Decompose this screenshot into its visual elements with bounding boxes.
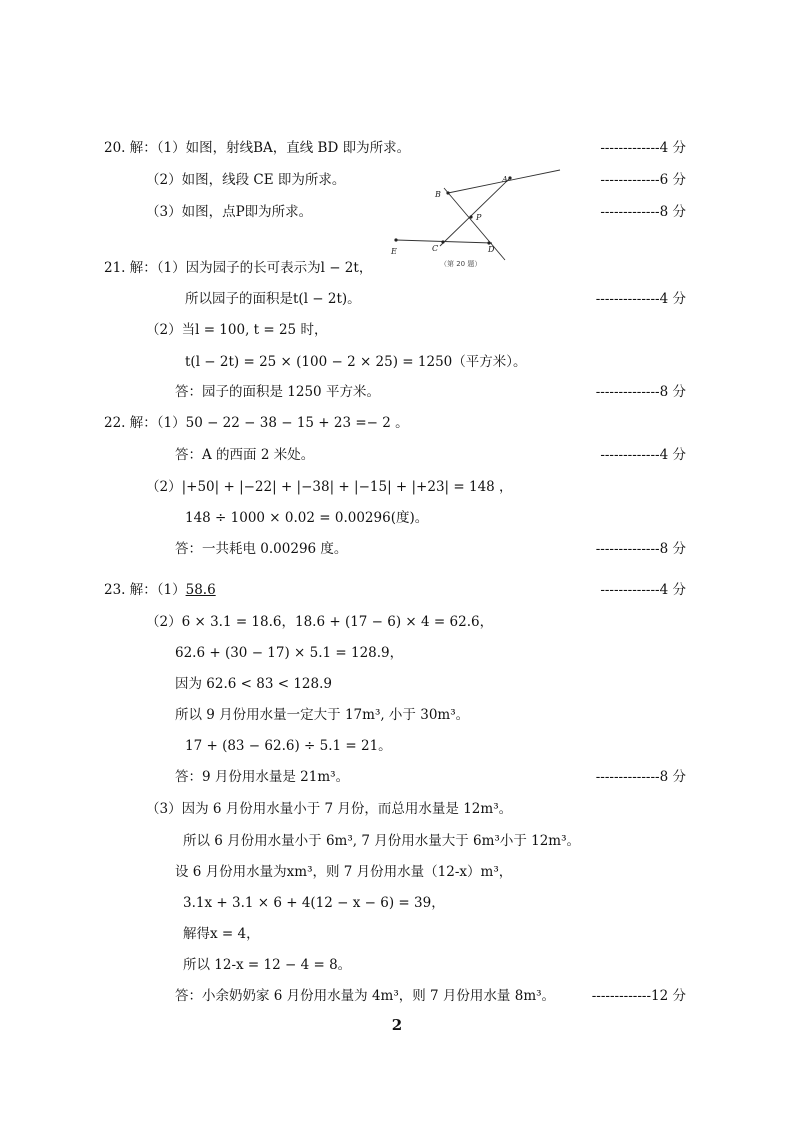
label-d: D <box>488 245 495 254</box>
question-label: 23. 解：（1） <box>104 582 186 598</box>
label-c: C <box>432 244 439 253</box>
label-e: E <box>391 247 397 256</box>
point-b <box>446 191 449 194</box>
answer-line: 因为 62.6 < 83 < 128.9 <box>175 676 332 692</box>
score-marker: --------------8 分 <box>595 384 686 400</box>
score-marker: --------------8 分 <box>595 541 686 557</box>
underlined-answer: 58.6 <box>185 582 216 598</box>
answer-line: （3）因为 6 月份用水量小于 7 月份，而总用水量是 12m³。 <box>146 801 513 817</box>
answer-line: 62.6 + (30 − 17) × 5.1 = 128.9， <box>175 645 404 661</box>
answer-line: 答：一共耗电 0.00296 度。 <box>175 541 348 557</box>
answer-line: 答：园子的面积是 1250 平方米。 <box>175 384 380 400</box>
score-marker: --------------4 分 <box>595 291 686 307</box>
label-a: A <box>502 175 508 184</box>
score-marker: --------------8 分 <box>595 769 686 785</box>
score-marker: -------------4 分 <box>600 447 686 463</box>
score-marker: -------------8 分 <box>600 204 686 220</box>
answer-line: 22. 解：（1）50 − 22 − 38 − 15 + 23 =− 2 。 <box>104 415 409 431</box>
answer-line: 答：A 的西面 2 米处。 <box>175 447 315 463</box>
answer-line: 设 6 月份用水量为xm³，则 7 月份用水量（12-x）m³， <box>175 864 513 880</box>
answer-line: 解得x = 4， <box>183 926 260 942</box>
score-marker: -------------4 分 <box>600 582 686 598</box>
answer-line: 所以 6 月份用水量小于 6m³, 7 月份用水量大于 6m³小于 12m³。 <box>183 833 581 849</box>
answer-line: 21. 解：（1）因为园子的长可表示为l − 2t， <box>104 260 373 276</box>
answer-line: 3.1x + 3.1 × 6 + 4(12 − x − 6) = 39， <box>183 895 445 911</box>
answer-line: 所以园子的面积是t(l − 2t)。 <box>185 291 361 307</box>
line-ap <box>440 178 510 246</box>
answer-line: 答：小余奶奶家 6 月份用水量为 4m³，则 7 月份用水量 8m³。 <box>175 988 556 1004</box>
answer-line: （2）6 × 3.1 = 18.6，18.6 + (17 − 6) × 4 = 62.6， <box>146 614 494 630</box>
answer-line: （2）如图，线段 CE 即为所求。 <box>146 172 346 188</box>
page-number: 2 <box>391 1016 403 1034</box>
point-p <box>469 215 472 218</box>
answer-line: 17 + (83 − 62.6) ÷ 5.1 = 21。 <box>185 738 392 754</box>
answer-line: （2）当l = 100, t = 25 时， <box>146 322 328 338</box>
label-b: B <box>435 190 441 199</box>
answer-line: 所以 9 月份用水量一定大于 17m³, 小于 30m³。 <box>175 707 470 723</box>
geometry-figure <box>388 164 564 270</box>
point-a <box>508 176 511 179</box>
answer-line: 20. 解：（1）如图，射线BA，直线 BD 即为所求。 <box>104 140 411 156</box>
score-marker: -------------12 分 <box>591 988 686 1004</box>
score-marker: -------------6 分 <box>600 172 686 188</box>
point-e <box>394 238 397 241</box>
figure-caption: （第 20 题） <box>440 260 482 268</box>
answer-line: 所以 12-x = 12 − 4 = 8。 <box>183 957 352 973</box>
line-bd <box>444 188 505 260</box>
answer-line: 答：9 月份用水量是 21m³。 <box>175 769 350 785</box>
answer-line: t(l − 2t) = 25 × (100 − 2 × 25) = 1250（平方米）。 <box>185 354 527 370</box>
label-p: P <box>476 213 482 222</box>
point-c <box>441 240 444 243</box>
answer-line: 148 ÷ 1000 × 0.02 = 0.00296(度)。 <box>185 510 429 526</box>
answer-line: （2）|+50| + |−22| + |−38| + |−15| + |+23| = 148 ， <box>146 479 513 495</box>
score-marker: -------------4 分 <box>600 140 686 156</box>
answer-line: （3）如图，点P即为所求。 <box>146 204 313 220</box>
answer-line <box>104 581 216 599</box>
